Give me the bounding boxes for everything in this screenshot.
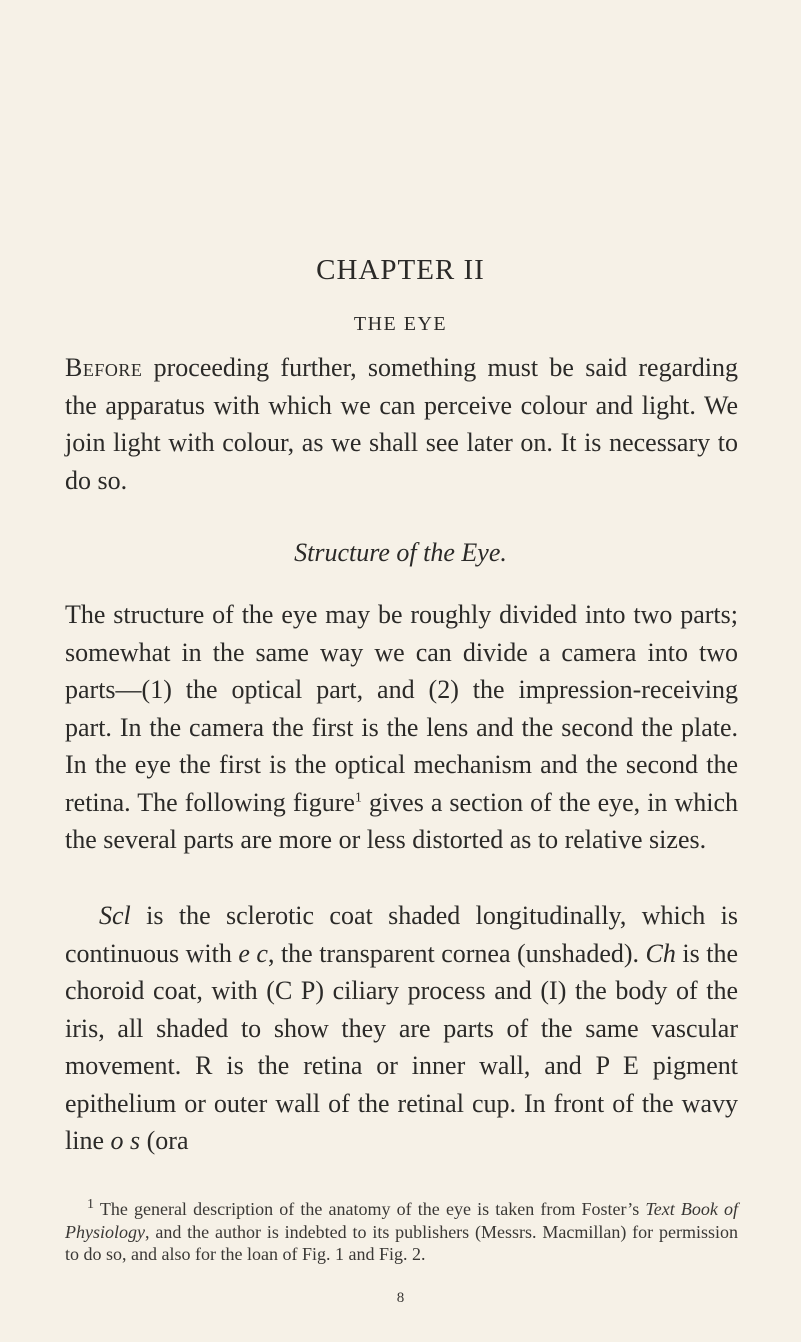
structure-text-b: gives a section of the eye, in which the several parts are more or less distorted as to relative sizes. <box>65 787 738 854</box>
footnote-marker: 1 <box>87 1197 94 1212</box>
structure-paragraph <box>65 596 738 859</box>
footnote-book-title: Text Book of Physiology <box>65 1199 738 1242</box>
anatomy-text-3: is the choroid coat, with (C P) ciliary process and (I) the body of the iris, all shaded to show they are parts of the same vascular movement. R is the retina or inner wall, and P E pigment epithelium or outer wall of the retinal cup. In front of the wavy line <box>65 938 738 1155</box>
term-ch: Ch <box>645 938 676 968</box>
anatomy-paragraph <box>65 897 738 1160</box>
footnote-text-b: , and the author is indebted to its publishers (Messrs. Macmillan) for permission to do so, and also for the loan of Fig. 1 and Fig. 2. <box>65 1221 738 1264</box>
anatomy-text-4: (ora <box>140 1126 189 1155</box>
footnote-reference: 1 <box>354 789 362 805</box>
anatomy-text-1: is the sclerotic coat shaded longitudinally, which is continuous with <box>65 901 738 968</box>
intro-text: proceeding further, something must be said regarding the apparatus with which we can perceive colour and light. We join light with colour, as we shall see later on. It is necessary to do so. <box>65 353 738 495</box>
structure-text-a: The structure of the eye may be roughly divided into two parts; somewhat in the same way we can divide a camera into two parts—(1) the optical part, and (2) the impression-receiving part. In the camera the first is the lens and the second the plate. In the eye the first is the optical mechanism and the second the retina. The following figure <box>65 600 738 817</box>
page-number: 8 <box>396 1290 405 1306</box>
anatomy-text-2: , the transparent cornea (unshaded). <box>267 938 646 968</box>
intro-paragraph <box>65 349 738 499</box>
term-scl: Scl <box>99 901 131 930</box>
intro-lead-word: Before <box>65 353 143 382</box>
section-heading: Structure of the Eye. <box>294 538 507 567</box>
chapter-title: THE EYE <box>353 313 448 335</box>
footnote-text-a: The general description of the anatomy of the eye is taken from Foster’s <box>94 1199 646 1219</box>
footnote <box>65 1198 738 1266</box>
term-ec: e c <box>238 938 268 968</box>
term-os: o s <box>110 1126 141 1155</box>
chapter-number: CHAPTER II <box>316 254 485 286</box>
